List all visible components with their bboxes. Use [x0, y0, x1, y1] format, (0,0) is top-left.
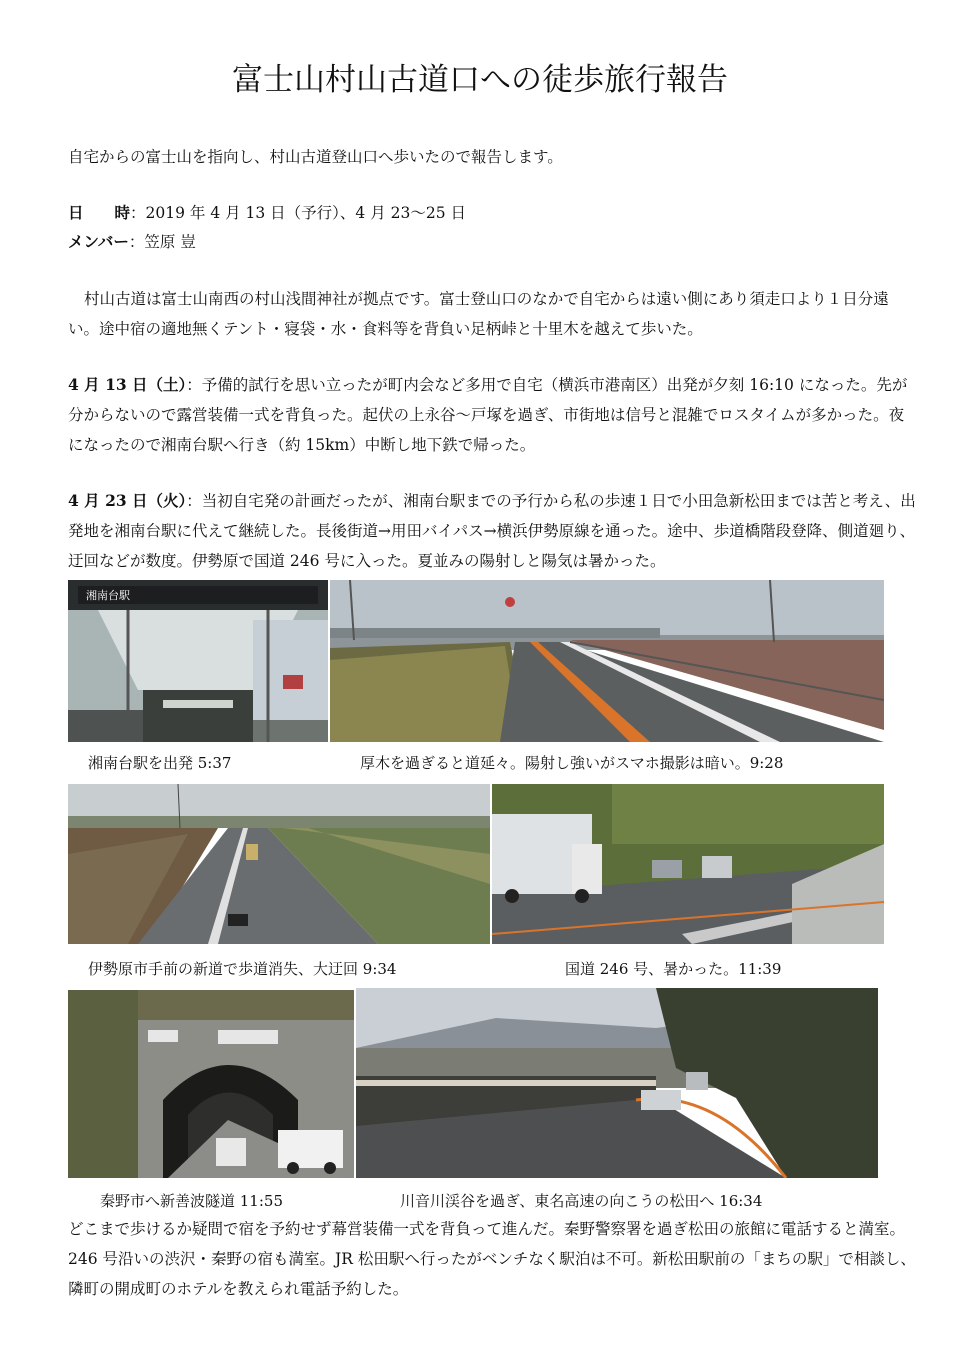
caption-photo-6: 川音川渓谷を過ぎ、東名高速の向こうの松田へ 16:34: [400, 1192, 763, 1210]
overview-text: 村山古道は富士山南西の村山浅間神社が拠点です。富士登山口のなかで自宅からは遠い側にあり須走口より１日分遠い。途中宿の適地無くテント・寝袋・水・食料等を背負い足柄峠と十里木を越えて歩いた。: [68, 290, 889, 338]
caption-photo-4: 国道 246 号、暑かった。11:39: [565, 960, 782, 978]
station-sign: [78, 586, 318, 604]
caption-photo-2: 厚木を過ぎると道延々。陽射し強いがスマホ撮影は暗い。9:28: [360, 754, 784, 772]
day2-label: 4 月 23 日（火）: [68, 491, 187, 510]
day1-paragraph: [68, 370, 918, 460]
station-sign-text: 湘南台駅: [86, 589, 130, 602]
date-label: 日 時: [68, 203, 131, 222]
member-line: [68, 227, 918, 257]
date-value: ：2019 年 4 月 13 日（予行）、4 月 23〜25 日: [130, 204, 467, 222]
day1-text: ：予備的試行を思い立ったが町内会など多用で自宅（横浜市港南区）出発が夕刻 16:10 になった。先が分からないので露営装備一式を背負った。起伏の上永谷〜戸塚を過ぎ、市街地は信号と混雑でロスタイムが多かった。夜になったので湘南台駅へ行き（約 15km）中断し地下鉄で帰った。: [68, 376, 908, 454]
intro-text: 自宅からの富士山を指向し、村山古道登山口へ歩いたので報告します。: [68, 148, 563, 166]
day2-text: ：当初自宅発の計画だったが、湘南台駅までの予行から私の歩速１日で小田急新松田までは苦と考え、出発地を湘南台駅に代えて継続した。長後街道→用田バイパス→横浜伊勢原線を通った。途中、歩道橋階段登降、側道廻り、迂回などが数度。伊勢原で国道 246 号に入った。夏並みの陽射しと陽気は暑かった。: [68, 492, 916, 570]
day2-paragraph: [68, 486, 918, 576]
photo-isehara-newroad: [68, 784, 490, 944]
closing-text: どこまで歩けるか疑問で宿を予約せず幕営装備一式を背負って進んだ。秦野警察署を過ぎ松田の旅館に電話すると満室。246 号沿いの渋沢・秦野の宿も満室。JR 松田駅へ行ったがベンチなく駅泊は不可。新松田駅前の「まちの駅」で相談し、隣町の開成町のホテルを教えられ電話予約した。: [68, 1220, 916, 1298]
photo-route-246: [492, 784, 884, 944]
photo-shonandai-station: [68, 580, 328, 742]
member-label: メンバー: [68, 232, 129, 251]
member-value: ：笠原 豈: [128, 233, 196, 251]
page-title: 富士山村山古道口への徒歩旅行報告: [232, 62, 728, 98]
caption-photo-3: 伊勢原市手前の新道で歩道消失、大迂回 9:34: [88, 960, 397, 978]
day1-label: 4 月 13 日（土）: [68, 375, 187, 394]
photo-atsugi-road: [330, 580, 884, 742]
date-line: [68, 198, 918, 228]
photo-matsuda-valley: [356, 988, 878, 1178]
photo-zenba-tunnel: [68, 990, 354, 1178]
caption-photo-5: 秦野市へ新善波隧道 11:55: [100, 1192, 283, 1210]
caption-photo-1: 湘南台駅を出発 5:37: [88, 754, 232, 772]
